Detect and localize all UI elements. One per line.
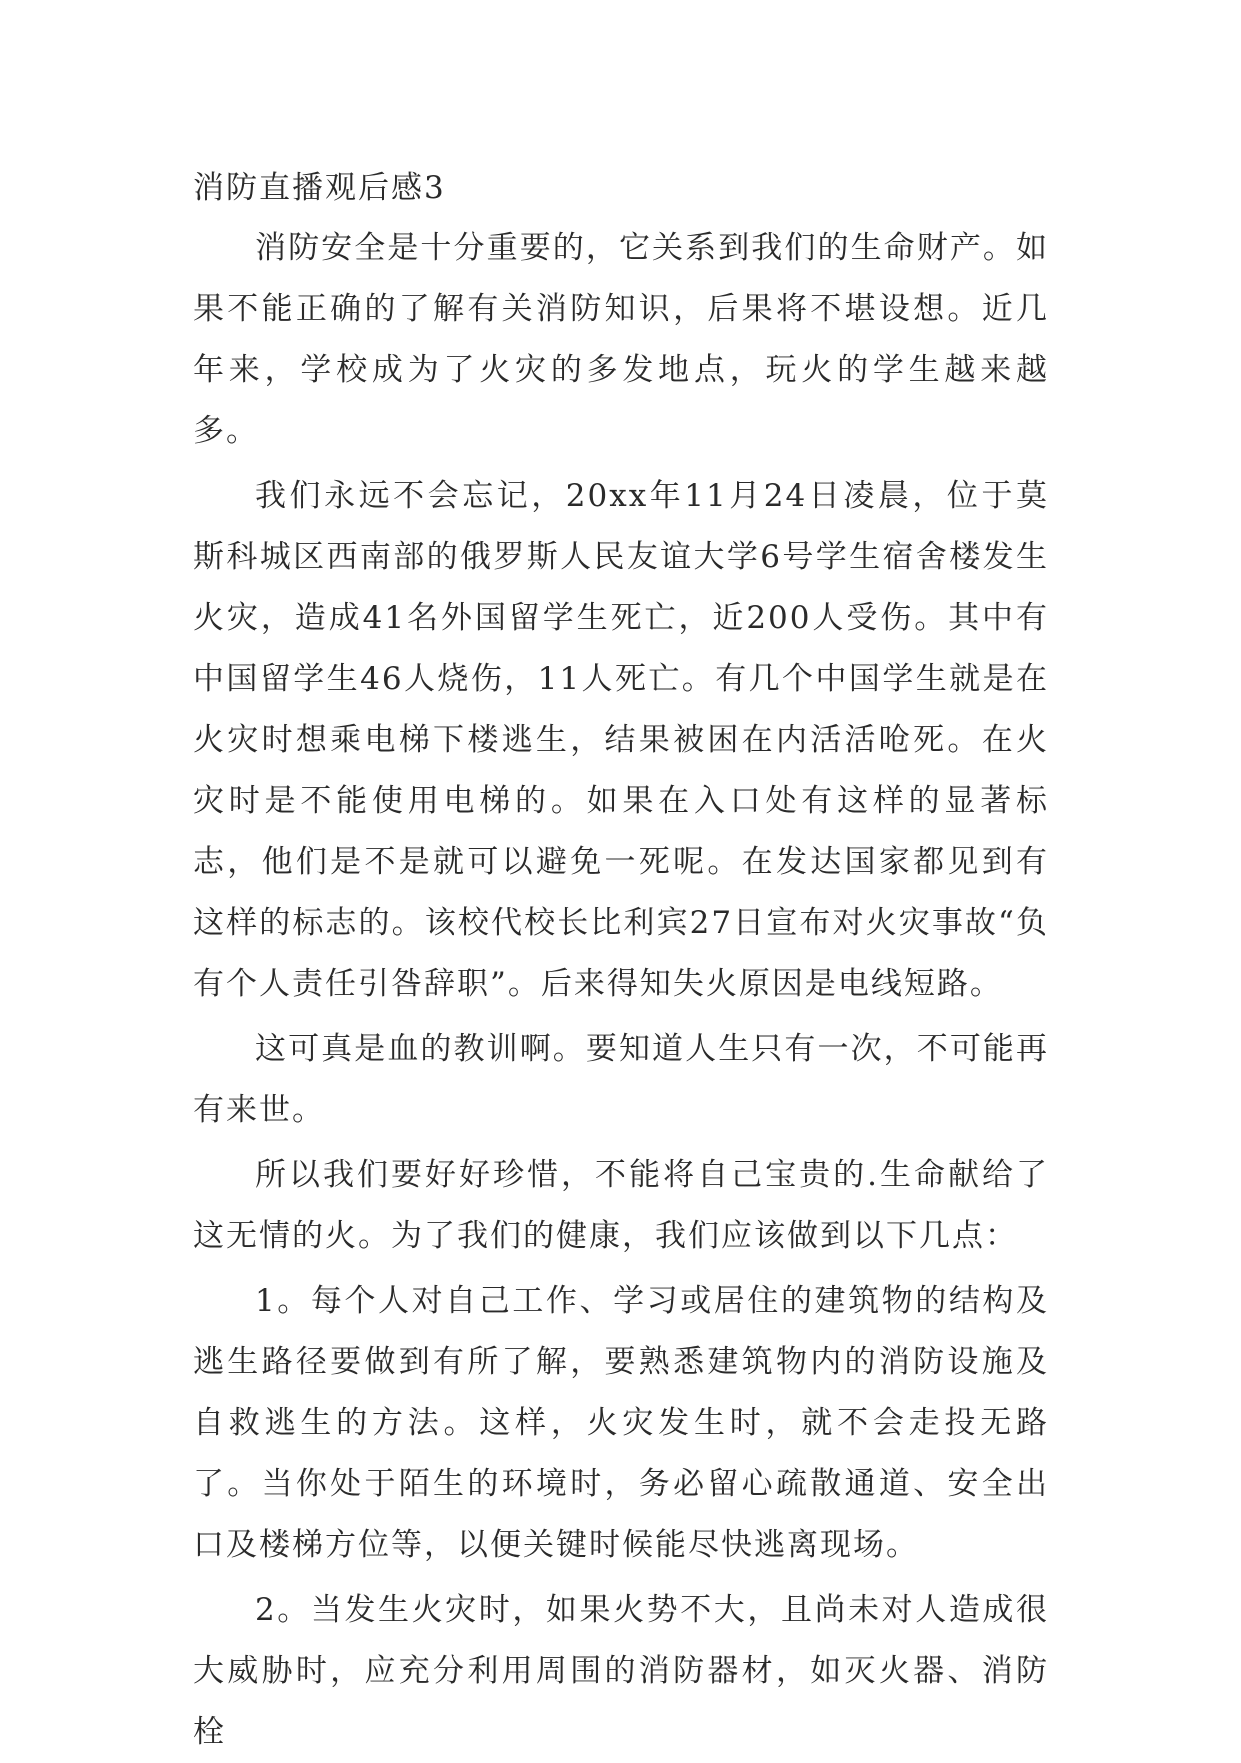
paragraph-cherish-life: 所以我们要好好珍惜，不能将自己宝贵的.生命献给了这无情的火。为了我们的健康，我们应该做到以下几点： bbox=[193, 1157, 1049, 1254]
document-page bbox=[193, 158, 1049, 1763]
paragraph-fire-safety-importance: 消防安全是十分重要的，它关系到我们的生命财产。如果不能正确的了解有关消防知识，后果将不堪设想。近几年来，学校成为了火灾的多发地点，玩火的学生越来越多。 bbox=[193, 230, 1049, 449]
paragraph-point-2: 2。当发生火灾时，如果火势不大，且尚未对人造成很大威胁时，应充分利用周围的消防器材，如灭火器、消防栓 bbox=[193, 1592, 1049, 1750]
paragraph-blood-lesson: 这可真是血的教训啊。要知道人生只有一次，不可能再有来世。 bbox=[193, 1031, 1049, 1128]
document-title: 消防直播观后感3 bbox=[193, 170, 446, 206]
paragraph-moscow-dormitory-fire: 我们永远不会忘记，20xx年11月24日凌晨，位于莫斯科城区西南部的俄罗斯人民友谊大学6号学生宿舍楼发生火灾，造成41名外国留学生死亡，近200人受伤。其中有中国留学生46人烧伤，11人死亡。有几个中国学生就是在火灾时想乘电梯下楼逃生，结果被困在内活活呛死。在火灾时是不能使用电梯的。如果在入口处有这样的显著标志，他们是不是就可以避免一死呢。在发达国家都见到有这样的标志的。该校代校长比利宾27日宣布对火灾事故“负有个人责任引咎辞职”。后来得知失火原因是电线短路。 bbox=[193, 478, 1049, 1002]
paragraph-point-1: 1。每个人对自己工作、学习或居住的建筑物的结构及逃生路径要做到有所了解，要熟悉建筑物内的消防设施及自救逃生的方法。这样，火灾发生时，就不会走投无路了。当你处于陌生的环境时，务必留心疏散通道、安全出口及楼梯方位等，以便关键时候能尽快逃离现场。 bbox=[193, 1283, 1049, 1563]
